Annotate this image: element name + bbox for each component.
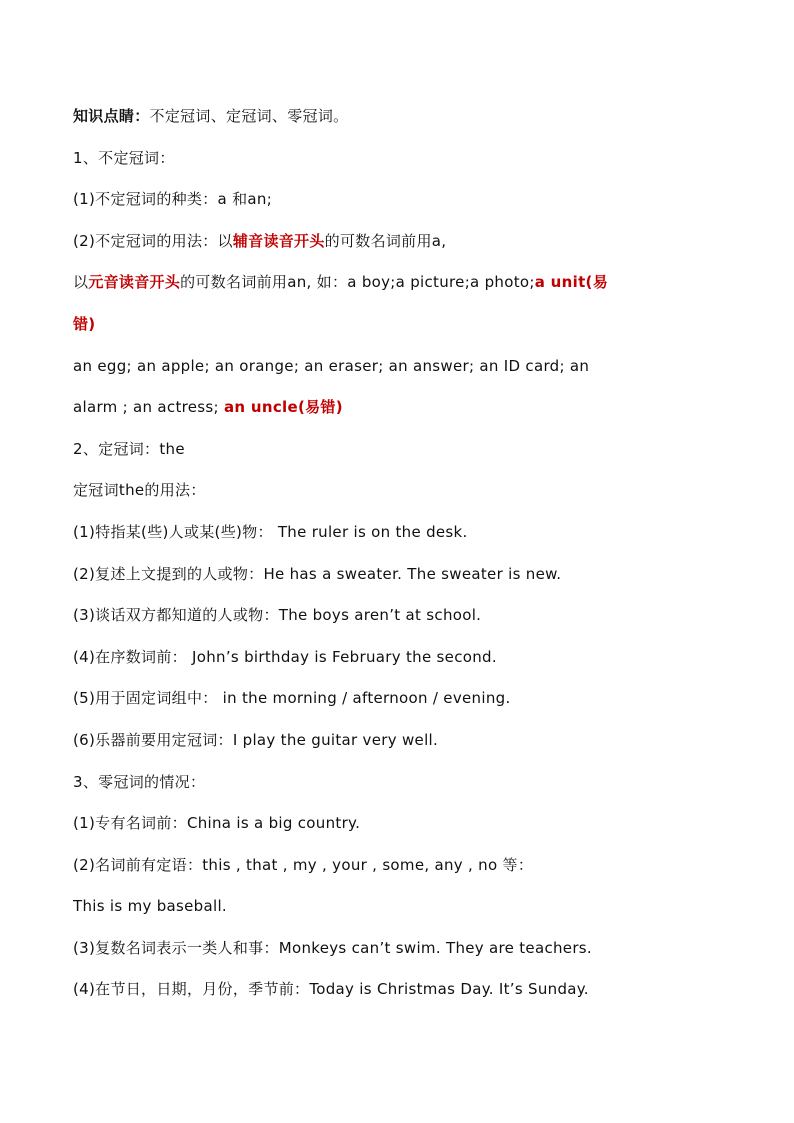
section-3-item: This is my baseball.	[73, 897, 228, 916]
section-1-examples: an egg; an apple; an orange; an eraser; an answer; an ID card; an	[73, 356, 590, 375]
section-3-item: (1)专有名词前：China is a big country.	[73, 814, 361, 833]
section-2-subheading: 定冠词the的用法：	[73, 481, 206, 500]
highlight-error-prone: an uncle(易错)	[223, 398, 343, 417]
section-2-heading: 2、定冠词：the	[73, 439, 185, 458]
document-title	[73, 96, 733, 138]
document-content	[73, 96, 733, 1011]
text-run: alarm ; an actress;	[73, 398, 224, 417]
highlight-error-prone: a unit(易	[534, 273, 609, 292]
section-1-item-2	[73, 221, 733, 263]
text-run: 的可数名词前用a,	[324, 231, 447, 250]
title-label: 知识点睛：	[73, 107, 150, 125]
section-1-item-2-cont	[73, 262, 733, 304]
section-3-item: (3)复数名词表示一类人和事：Monkeys can’t swim. They are teachers.	[73, 938, 592, 957]
section-2-item: (5)用于固定词组中： in the morning / afternoon / evening.	[73, 689, 511, 708]
section-3-heading: 3、零冠词的情况：	[73, 772, 206, 791]
title-text: 不定冠词、定冠词、零冠词。	[149, 107, 349, 125]
section-1-item-1: (1)不定冠词的种类：a 和an;	[73, 190, 273, 209]
section-3-item: (2)名词前有定语：this , that , my , your , some, any , no 等：	[73, 855, 534, 874]
section-1-item-2-cont2	[73, 304, 733, 346]
section-2-item: (2)复述上文提到的人或物：He has a sweater. The sweater is new.	[73, 564, 562, 583]
section-2-item: (1)特指某(些)人或某(些)物： The ruler is on the desk.	[73, 522, 468, 541]
section-2-item: (4)在序数词前： John’s birthday is February the second.	[73, 647, 497, 666]
highlight-vowel: 元音读音开头	[88, 273, 181, 292]
section-3-item: (4)在节日，日期，月份，季节前：Today is Christmas Day. It’s Sunday.	[73, 980, 589, 999]
highlight-consonant: 辅音读音开头	[232, 231, 325, 250]
text-run: 的可数名词前用an, 如：a boy;a picture;a photo;	[180, 273, 535, 292]
text-run: (2)不定冠词的用法：以	[73, 231, 233, 250]
section-1-examples-cont	[73, 387, 733, 429]
section-2-item: (6)乐器前要用定冠词：I play the guitar very well.	[73, 730, 439, 749]
highlight-error-prone: 错)	[73, 314, 96, 333]
text-run: 以	[73, 273, 89, 292]
section-2-item: (3)谈话双方都知道的人或物：The boys aren’t at school.	[73, 606, 482, 625]
section-1-heading: 1、不定冠词：	[73, 148, 175, 167]
